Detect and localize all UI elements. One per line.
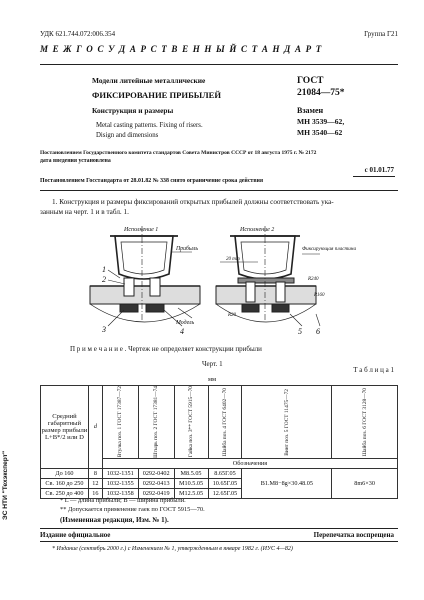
pattern-label: Модель (176, 320, 195, 326)
standard-banner: М Е Ж Г О С У Д А Р С Т В Е Н Н Ы Й С Т А Н Д А Р Т (40, 44, 323, 54)
replaces-item-1: МН 3539—62, (297, 117, 345, 126)
pos-4: 4 (180, 327, 184, 336)
riser-fixing-drawing (80, 222, 380, 357)
group-code: Группа Г21 (364, 30, 398, 38)
cell-d: 8 (88, 468, 102, 478)
header-washer-6: Шайба поз. 6 ГОСТ 3128—70 (332, 386, 398, 459)
decree-line-2: дата введения установлена (40, 158, 111, 164)
exec-2-label: Исполнение 2 (240, 227, 275, 233)
side-publisher-mark: ЭС НТИ "Техэксперт" (2, 450, 9, 520)
cell-pin: 0292-0413 (138, 478, 174, 488)
cell-washer: 12.65Г.05 (208, 488, 242, 498)
exec-1-label: Исполнение 1 (124, 227, 159, 233)
replaces-item-2: МН 3540—62 (297, 128, 343, 137)
rule-footer-2 (40, 541, 398, 542)
header-designation: Обозначения (102, 458, 397, 468)
cell-washer-6: 8m6×30 (332, 468, 398, 498)
cell-bushing: 1032-1358 (102, 488, 138, 498)
cell-screw: В1.М8−8g×30.48.05 (242, 468, 332, 498)
dim-r160: R160 (314, 293, 325, 298)
cell-washer: 8.65Г.05 (208, 468, 242, 478)
pattern-1 (90, 286, 200, 304)
document-subtitle: Конструкция и размеры (92, 106, 174, 115)
document-title: ФИКСИРОВАНИЕ ПРИБЫЛЕЙ (92, 90, 222, 100)
date-underline (353, 176, 395, 177)
cell-size: Св. 160 до 250 (41, 478, 89, 488)
drawing-caption: Черт. 1 (202, 360, 223, 368)
bushing-1 (124, 278, 134, 296)
header-washer-4: Шайба поз. 4 ГОСТ 6402—70 (208, 386, 242, 459)
header-size: Средний габаритный размер прибыли L+B*/2 или D (41, 386, 89, 469)
rule-decree (40, 190, 398, 191)
table-caption: Т а б л и ц а 1 (353, 366, 394, 374)
cell-d: 12 (88, 478, 102, 488)
pattern-2 (216, 286, 316, 304)
footnote-1: * L — длина прибыли; B — ширина прибыли. (60, 497, 186, 504)
replaces-label: Взамен (297, 106, 324, 115)
dim-r20: R20 (228, 313, 237, 318)
cell-size: До 160 (41, 468, 89, 478)
header-screw: Винт поз. 5 ГОСТ 11475—72 (242, 386, 332, 459)
header-bushing: Втулка поз. 1 ГОСТ 17387—72 (102, 386, 138, 459)
table-unit: мм (208, 376, 217, 383)
cell-nut: М10.5.05 (174, 478, 208, 488)
pos-3: 3 (102, 325, 106, 334)
dim-20min: 20 min (226, 257, 240, 262)
english-title-1: Metal casting patterns. Fixing of risers. (96, 122, 203, 129)
cell-bushing: 1032-1351 (102, 468, 138, 478)
pos-6: 6 (316, 327, 320, 336)
dim-r240: R240 (308, 277, 319, 282)
rule-footer (40, 528, 398, 529)
clause-1-line-2: занным на черт. 1 и в табл. 1. (40, 208, 129, 216)
cell-nut: М12.5.05 (174, 488, 208, 498)
header-nut: Гайка поз. 3** ГОСТ 5915—70 (174, 386, 208, 459)
fixing-plate-label: Фиксирующая пластина (302, 246, 357, 252)
note-text: Чертеж не определяет конструкции прибыли (126, 345, 262, 353)
gost-number: 21084—75* (297, 88, 345, 98)
pin-1 (150, 278, 160, 296)
clause-1-line-1: 1. Конструкция и размеры фиксирований открытых прибылей должны соответствовать ука- (52, 198, 334, 206)
decree-line-1: Постановлением Государственного комитета стандартов Совета Министров СССР от 18 августа 1975 г. № 2172 (40, 150, 317, 156)
specification-table (40, 385, 398, 499)
cell-washer: 10.65Г.05 (208, 478, 242, 488)
cell-d: 16 (88, 488, 102, 498)
gost-label: ГОСТ (297, 76, 324, 86)
footnote-2: ** Допускается применение гаек по ГОСТ 5915—70. (60, 506, 205, 513)
header-d: d (88, 386, 102, 469)
pos-1: 1 (102, 265, 106, 274)
edition-note: * Издание (сентябрь 2000 г.) с Изменением № 1, утвержденным в январе 1982 г. (ИУС 4—82) (52, 546, 293, 552)
amended-note: (Измененная редакция, Изм. № 1). (60, 516, 169, 524)
riser-label: Прибыль (176, 246, 198, 252)
reprint-prohibited: Перепечатка воспрещена (313, 531, 394, 539)
official-edition: Издание официальное (40, 531, 111, 539)
subject-line: Модели литейные металлические (92, 76, 206, 85)
drawing-note (70, 345, 262, 353)
english-title-2: Disign and dimensions (96, 132, 159, 139)
cell-pin: 0292-0402 (138, 468, 174, 478)
cell-size: Св. 250 до 400 (41, 488, 89, 498)
cell-nut: М8.5.05 (174, 468, 208, 478)
pos-5: 5 (298, 327, 302, 336)
rule-top (40, 64, 398, 65)
note-label: П р и м е ч а н и е . (70, 345, 127, 353)
pos-2: 2 (102, 275, 106, 284)
decree-line-3: Постановлением Госстандарта от 28.01.82 № 338 снято ограничение срока действия (40, 178, 264, 184)
effective-date: с 01.01.77 (364, 166, 394, 174)
table-row (41, 468, 398, 478)
cell-bushing: 1032-1355 (102, 478, 138, 488)
header-pin: Штырь поз. 2 ГОСТ 17381—74 (138, 386, 174, 459)
udc-code: УДК 621.744.072:006.354 (40, 30, 116, 38)
cell-pin: 0292-0419 (138, 488, 174, 498)
riser-1 (115, 236, 173, 279)
